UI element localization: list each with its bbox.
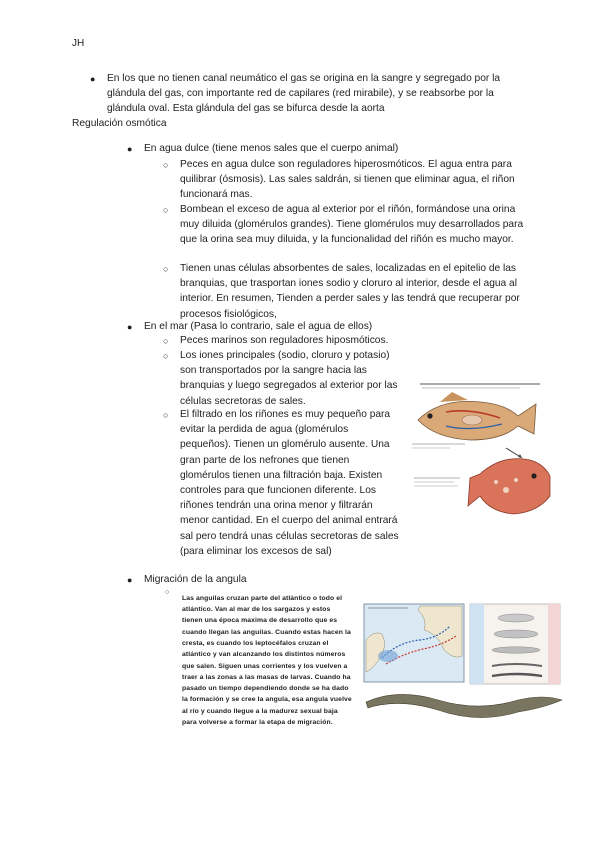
circle-bullet-icon: ○ <box>163 410 169 420</box>
bullet-icon: ● <box>127 322 133 332</box>
circle-bullet-icon: ○ <box>163 205 169 215</box>
bullet-icon: ● <box>127 144 133 154</box>
eel-migration-text: Las anguilas cruzan parte del atlántico o todo el atlántico. Van al mar de los sargazos y estos tienen una época maxima de desarrollo que es cuando llegan las anguilas. Cuando estas hacen la cresta, es cuando los leptocéfalos cruzan el atlántico y van alcanzando los distintos números que salen. Siguen unas corrientes y los vuelven a traer a las zonas a las masas de larvas. Cuando ha pasado un tiempo dependiendo donde se ha dado la formación y se cree la angula, esa angula vuelve al río y cuando llegue a la madurez sexual baja para volverse a formar la etapa de migración. <box>182 594 352 727</box>
eel-migration-heading: Migración de la angula <box>144 574 247 585</box>
osmotic-regulation-heading: Regulación osmótica <box>72 118 167 129</box>
circle-bullet-icon: ○ <box>163 351 169 361</box>
header-initials: JH <box>72 38 85 49</box>
bullet-icon: ● <box>127 575 133 585</box>
gas-origin-paragraph: En los que no tienen canal neumático el gas se origina en la sangre y segregado por la glándula del gas, con importante red de capilares (red mirabile), y se reabsorbe por la glándula oval. Esta glándula del gas se bifurca desde la aorta <box>107 73 501 115</box>
sea-water-item-1: Peces marinos son reguladores hiposmóticos. <box>180 335 389 346</box>
eel-migration-figure <box>358 600 566 724</box>
circle-bullet-icon: ○ <box>163 264 169 274</box>
fresh-water-item-2: Bombean el exceso de agua al exterior por el riñón, formándose una orina muy diluida (glomérulos grandes). Tiene glomérulos muy desarrollados para que la orina sea muy diluida, y la funcionalidad del riñón es mucho mayor. <box>180 204 524 246</box>
fresh-water-item-3: Tienen unas células absorbentes de sales, localizadas en el epitelio de las branquias, que trasportan iones sodio y cloruro al interior, desde el agua al interior. En resumen, Tienden a perder sales y las tendrá que recuperar por procesos fisiológicos, <box>180 263 520 320</box>
sea-water-item-3: El filtrado en los riñones es muy pequeño para evitar la perdida de agua (glomérulos pequeños). Tienen un glomérulo ausente. Una gran parte de los nefrones que tienen glomérulos tienen una filtración baja. Existen controles para que funcionen diferente. Los riñones tendrán una orina menor y filtrarán menor cantidad. En el cuerpo del animal entrará sal pero tendrá unas células secretoras de sales (para eliminar los excesos de sal) <box>180 409 399 557</box>
fish-osmoregulation-figure <box>410 378 552 526</box>
circle-bullet-icon: ○ <box>163 160 169 170</box>
bullet-icon: ● <box>90 74 96 84</box>
sea-water-heading: En el mar (Pasa lo contrario, sale el agua de ellos) <box>144 321 373 332</box>
fresh-water-heading: En agua dulce (tiene menos sales que el cuerpo animal) <box>144 143 399 154</box>
sea-water-item-2: Los iones principales (sodio, cloruro y potasio) son transportados por la sangre hacia las branquias y luego segregados al exterior por las células secretoras de sales. <box>180 350 398 407</box>
fresh-water-item-1: Peces en agua dulce son reguladores hiperosmóticos. El agua entra para quilibrar (ósmosis). Las sales saldrán, si tienen que eliminar agua, el riñon funcionará mas. <box>180 159 515 201</box>
circle-bullet-icon: ○ <box>163 336 169 346</box>
circle-bullet-icon: ○ <box>165 589 170 596</box>
